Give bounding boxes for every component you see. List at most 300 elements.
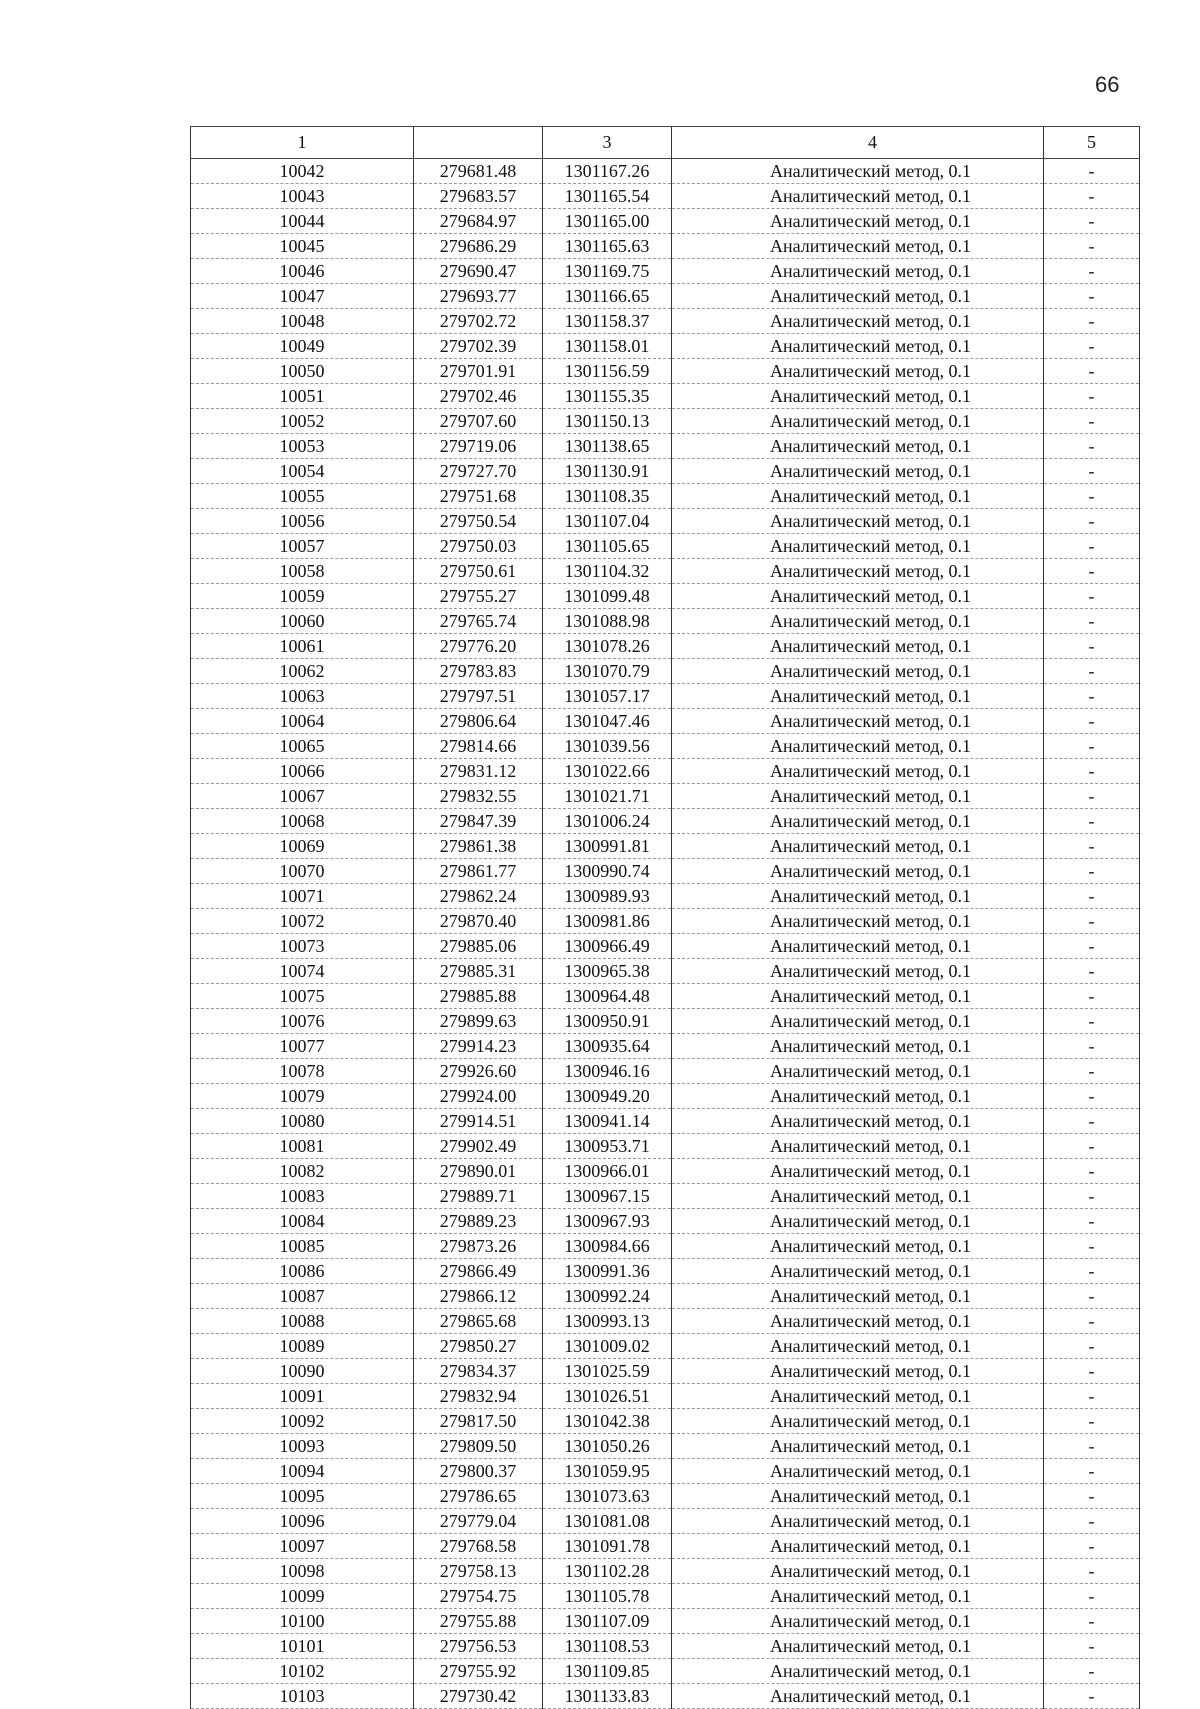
method-cell: Аналитический метод, 0.1 — [672, 209, 1044, 234]
point-number-cell: 10097 — [191, 1534, 414, 1559]
method-cell: Аналитический метод, 0.1 — [672, 1434, 1044, 1459]
table-row — [191, 1684, 1140, 1709]
method-cell: Аналитический метод, 0.1 — [672, 234, 1044, 259]
table-row — [191, 184, 1140, 209]
point-number-cell: 10085 — [191, 1234, 414, 1259]
coord-y-cell: 1301104.32 — [543, 559, 672, 584]
point-number-cell: 10043 — [191, 184, 414, 209]
note-cell: - — [1044, 559, 1140, 584]
point-number-cell: 10100 — [191, 1609, 414, 1634]
note-cell: - — [1044, 834, 1140, 859]
note-cell: - — [1044, 809, 1140, 834]
coord-y-cell: 1300990.74 — [543, 859, 672, 884]
table-row — [191, 1484, 1140, 1509]
method-cell: Аналитический метод, 0.1 — [672, 1034, 1044, 1059]
table-row — [191, 559, 1140, 584]
coord-y-cell: 1301138.65 — [543, 434, 672, 459]
table-row — [191, 209, 1140, 234]
note-cell: - — [1044, 1184, 1140, 1209]
coord-y-cell: 1301057.17 — [543, 684, 672, 709]
table-row — [191, 634, 1140, 659]
table-row — [191, 434, 1140, 459]
coord-y-cell: 1301169.75 — [543, 259, 672, 284]
note-cell: - — [1044, 1059, 1140, 1084]
coord-y-cell: 1301150.13 — [543, 409, 672, 434]
method-cell: Аналитический метод, 0.1 — [672, 459, 1044, 484]
point-number-cell: 10083 — [191, 1184, 414, 1209]
table-row — [191, 1159, 1140, 1184]
method-cell: Аналитический метод, 0.1 — [672, 734, 1044, 759]
method-cell: Аналитический метод, 0.1 — [672, 259, 1044, 284]
point-number-cell: 10070 — [191, 859, 414, 884]
method-cell: Аналитический метод, 0.1 — [672, 1059, 1044, 1084]
table-row — [191, 984, 1140, 1009]
note-cell: - — [1044, 759, 1140, 784]
point-number-cell: 10099 — [191, 1584, 414, 1609]
coord-y-cell: 1301158.37 — [543, 309, 672, 334]
point-number-cell: 10090 — [191, 1359, 414, 1384]
note-cell: - — [1044, 1384, 1140, 1409]
note-cell: - — [1044, 384, 1140, 409]
coord-y-cell: 1301130.91 — [543, 459, 672, 484]
method-cell: Аналитический метод, 0.1 — [672, 384, 1044, 409]
method-cell: Аналитический метод, 0.1 — [672, 884, 1044, 909]
method-cell: Аналитический метод, 0.1 — [672, 309, 1044, 334]
coord-x-cell: 279924.00 — [414, 1084, 543, 1109]
note-cell: - — [1044, 359, 1140, 384]
method-cell: Аналитический метод, 0.1 — [672, 1584, 1044, 1609]
point-number-cell: 10066 — [191, 759, 414, 784]
note-cell: - — [1044, 959, 1140, 984]
point-number-cell: 10101 — [191, 1634, 414, 1659]
table-row — [191, 1209, 1140, 1234]
coord-x-cell: 279861.77 — [414, 859, 543, 884]
point-number-cell: 10045 — [191, 234, 414, 259]
coord-y-cell: 1301047.46 — [543, 709, 672, 734]
point-number-cell: 10087 — [191, 1284, 414, 1309]
coord-x-cell: 279768.58 — [414, 1534, 543, 1559]
coord-x-cell: 279832.55 — [414, 784, 543, 809]
note-cell: - — [1044, 1434, 1140, 1459]
table-row — [191, 784, 1140, 809]
method-cell: Аналитический метод, 0.1 — [672, 1659, 1044, 1684]
point-number-cell: 10068 — [191, 809, 414, 834]
note-cell: - — [1044, 184, 1140, 209]
note-cell: - — [1044, 1534, 1140, 1559]
table-row — [191, 1434, 1140, 1459]
coord-x-cell: 279885.31 — [414, 959, 543, 984]
coord-x-cell: 279730.42 — [414, 1684, 543, 1709]
table-row — [191, 509, 1140, 534]
method-cell: Аналитический метод, 0.1 — [672, 509, 1044, 534]
table-row — [191, 1234, 1140, 1259]
coord-y-cell: 1301167.26 — [543, 159, 672, 184]
table-row — [191, 259, 1140, 284]
coord-y-cell: 1301165.63 — [543, 234, 672, 259]
point-number-cell: 10054 — [191, 459, 414, 484]
note-cell: - — [1044, 1609, 1140, 1634]
point-number-cell: 10089 — [191, 1334, 414, 1359]
table-row — [191, 484, 1140, 509]
table-header-row — [191, 127, 1140, 159]
table-row — [191, 884, 1140, 909]
table-row — [191, 284, 1140, 309]
table-row — [191, 334, 1140, 359]
coord-x-cell: 279885.06 — [414, 934, 543, 959]
coord-x-cell: 279783.83 — [414, 659, 543, 684]
method-cell: Аналитический метод, 0.1 — [672, 1609, 1044, 1634]
coord-y-cell: 1301107.09 — [543, 1609, 672, 1634]
coord-x-cell: 279885.88 — [414, 984, 543, 1009]
method-cell: Аналитический метод, 0.1 — [672, 959, 1044, 984]
coord-x-cell: 279889.71 — [414, 1184, 543, 1209]
coord-x-cell: 279686.29 — [414, 234, 543, 259]
coord-x-cell: 279861.38 — [414, 834, 543, 859]
table-row — [191, 684, 1140, 709]
point-number-cell: 10044 — [191, 209, 414, 234]
table-row — [191, 159, 1140, 184]
note-cell: - — [1044, 209, 1140, 234]
note-cell: - — [1044, 934, 1140, 959]
coord-x-cell: 279758.13 — [414, 1559, 543, 1584]
method-cell: Аналитический метод, 0.1 — [672, 934, 1044, 959]
note-cell: - — [1044, 1259, 1140, 1284]
coord-x-cell: 279681.48 — [414, 159, 543, 184]
coord-y-cell: 1300946.16 — [543, 1059, 672, 1084]
point-number-cell: 10063 — [191, 684, 414, 709]
point-number-cell: 10086 — [191, 1259, 414, 1284]
method-cell: Аналитический метод, 0.1 — [672, 559, 1044, 584]
method-cell: Аналитический метод, 0.1 — [672, 1159, 1044, 1184]
point-number-cell: 10050 — [191, 359, 414, 384]
point-number-cell: 10076 — [191, 1009, 414, 1034]
coord-x-cell: 279702.46 — [414, 384, 543, 409]
method-cell: Аналитический метод, 0.1 — [672, 159, 1044, 184]
coord-y-cell: 1301108.53 — [543, 1634, 672, 1659]
table-row — [191, 909, 1140, 934]
coord-x-cell: 279834.37 — [414, 1359, 543, 1384]
point-number-cell: 10056 — [191, 509, 414, 534]
note-cell: - — [1044, 1209, 1140, 1234]
point-number-cell: 10098 — [191, 1559, 414, 1584]
point-number-cell: 10082 — [191, 1159, 414, 1184]
method-cell: Аналитический метод, 0.1 — [672, 1209, 1044, 1234]
table-row — [191, 1509, 1140, 1534]
note-cell: - — [1044, 1359, 1140, 1384]
point-number-cell: 10046 — [191, 259, 414, 284]
note-cell: - — [1044, 1334, 1140, 1359]
coord-x-cell: 279847.39 — [414, 809, 543, 834]
table-row — [191, 409, 1140, 434]
table-row — [191, 1659, 1140, 1684]
method-cell: Аналитический метод, 0.1 — [672, 334, 1044, 359]
method-cell: Аналитический метод, 0.1 — [672, 1309, 1044, 1334]
coord-x-cell: 279914.23 — [414, 1034, 543, 1059]
header-col-3: 3 — [543, 127, 672, 159]
note-cell: - — [1044, 584, 1140, 609]
method-cell: Аналитический метод, 0.1 — [672, 1559, 1044, 1584]
coord-y-cell: 1301166.65 — [543, 284, 672, 309]
note-cell: - — [1044, 434, 1140, 459]
note-cell: - — [1044, 459, 1140, 484]
note-cell: - — [1044, 234, 1140, 259]
note-cell: - — [1044, 159, 1140, 184]
coord-y-cell: 1301059.95 — [543, 1459, 672, 1484]
coord-x-cell: 279684.97 — [414, 209, 543, 234]
point-number-cell: 10088 — [191, 1309, 414, 1334]
table-row — [191, 1384, 1140, 1409]
method-cell: Аналитический метод, 0.1 — [672, 409, 1044, 434]
point-number-cell: 10073 — [191, 934, 414, 959]
coord-y-cell: 1301091.78 — [543, 1534, 672, 1559]
table-row — [191, 584, 1140, 609]
method-cell: Аналитический метод, 0.1 — [672, 1109, 1044, 1134]
coord-y-cell: 1301156.59 — [543, 359, 672, 384]
point-number-cell: 10064 — [191, 709, 414, 734]
coord-y-cell: 1301105.78 — [543, 1584, 672, 1609]
coord-y-cell: 1301039.56 — [543, 734, 672, 759]
note-cell: - — [1044, 509, 1140, 534]
note-cell: - — [1044, 534, 1140, 559]
coord-x-cell: 279800.37 — [414, 1459, 543, 1484]
note-cell: - — [1044, 909, 1140, 934]
note-cell: - — [1044, 309, 1140, 334]
coord-y-cell: 1301026.51 — [543, 1384, 672, 1409]
note-cell: - — [1044, 1084, 1140, 1109]
coord-y-cell: 1300984.66 — [543, 1234, 672, 1259]
coord-x-cell: 279755.27 — [414, 584, 543, 609]
point-number-cell: 10051 — [191, 384, 414, 409]
header-col-5: 5 — [1044, 127, 1140, 159]
point-number-cell: 10095 — [191, 1484, 414, 1509]
coord-x-cell: 279890.01 — [414, 1159, 543, 1184]
table-row — [191, 234, 1140, 259]
header-col-2 — [414, 127, 543, 159]
coord-y-cell: 1300992.24 — [543, 1284, 672, 1309]
coord-y-cell: 1301021.71 — [543, 784, 672, 809]
coord-y-cell: 1301105.65 — [543, 534, 672, 559]
page-number: 66 — [1095, 72, 1120, 97]
coord-x-cell: 279806.64 — [414, 709, 543, 734]
note-cell: - — [1044, 1234, 1140, 1259]
coord-x-cell: 279702.39 — [414, 334, 543, 359]
point-number-cell: 10057 — [191, 534, 414, 559]
point-number-cell: 10052 — [191, 409, 414, 434]
method-cell: Аналитический метод, 0.1 — [672, 909, 1044, 934]
note-cell: - — [1044, 984, 1140, 1009]
point-number-cell: 10077 — [191, 1034, 414, 1059]
table-row — [191, 609, 1140, 634]
point-number-cell: 10048 — [191, 309, 414, 334]
method-cell: Аналитический метод, 0.1 — [672, 1009, 1044, 1034]
coord-y-cell: 1301025.59 — [543, 1359, 672, 1384]
note-cell: - — [1044, 1284, 1140, 1309]
method-cell: Аналитический метод, 0.1 — [672, 1284, 1044, 1309]
point-number-cell: 10102 — [191, 1659, 414, 1684]
note-cell: - — [1044, 259, 1140, 284]
point-number-cell: 10074 — [191, 959, 414, 984]
method-cell: Аналитический метод, 0.1 — [672, 1359, 1044, 1384]
table-row — [191, 1559, 1140, 1584]
table-row — [191, 1259, 1140, 1284]
coord-x-cell: 279832.94 — [414, 1384, 543, 1409]
table-body — [191, 127, 1140, 1709]
method-cell: Аналитический метод, 0.1 — [672, 1634, 1044, 1659]
coord-x-cell: 279776.20 — [414, 634, 543, 659]
method-cell: Аналитический метод, 0.1 — [672, 609, 1044, 634]
coord-y-cell: 1301102.28 — [543, 1559, 672, 1584]
coord-x-cell: 279750.61 — [414, 559, 543, 584]
coord-y-cell: 1301042.38 — [543, 1409, 672, 1434]
coord-x-cell: 279756.53 — [414, 1634, 543, 1659]
method-cell: Аналитический метод, 0.1 — [672, 434, 1044, 459]
method-cell: Аналитический метод, 0.1 — [672, 184, 1044, 209]
coord-x-cell: 279809.50 — [414, 1434, 543, 1459]
table-row — [191, 359, 1140, 384]
point-number-cell: 10093 — [191, 1434, 414, 1459]
coord-y-cell: 1301006.24 — [543, 809, 672, 834]
coord-y-cell: 1301165.54 — [543, 184, 672, 209]
method-cell: Аналитический метод, 0.1 — [672, 809, 1044, 834]
coord-y-cell: 1301108.35 — [543, 484, 672, 509]
method-cell: Аналитический метод, 0.1 — [672, 1384, 1044, 1409]
note-cell: - — [1044, 709, 1140, 734]
table-row — [191, 1009, 1140, 1034]
method-cell: Аналитический метод, 0.1 — [672, 634, 1044, 659]
coord-x-cell: 279755.88 — [414, 1609, 543, 1634]
table-row — [191, 1534, 1140, 1559]
note-cell: - — [1044, 1159, 1140, 1184]
point-number-cell: 10075 — [191, 984, 414, 1009]
coord-x-cell: 279727.70 — [414, 459, 543, 484]
method-cell: Аналитический метод, 0.1 — [672, 1084, 1044, 1109]
table-row — [191, 659, 1140, 684]
method-cell: Аналитический метод, 0.1 — [672, 1459, 1044, 1484]
method-cell: Аналитический метод, 0.1 — [672, 784, 1044, 809]
coord-x-cell: 279751.68 — [414, 484, 543, 509]
point-number-cell: 10049 — [191, 334, 414, 359]
method-cell: Аналитический метод, 0.1 — [672, 584, 1044, 609]
table-row — [191, 934, 1140, 959]
coord-x-cell: 279683.57 — [414, 184, 543, 209]
point-number-cell: 10047 — [191, 284, 414, 309]
coord-x-cell: 279707.60 — [414, 409, 543, 434]
coord-y-cell: 1301109.85 — [543, 1659, 672, 1684]
coord-x-cell: 279866.12 — [414, 1284, 543, 1309]
coord-y-cell: 1301078.26 — [543, 634, 672, 659]
table-row — [191, 459, 1140, 484]
point-number-cell: 10078 — [191, 1059, 414, 1084]
table-row — [191, 1609, 1140, 1634]
note-cell: - — [1044, 1009, 1140, 1034]
method-cell: Аналитический метод, 0.1 — [672, 759, 1044, 784]
method-cell: Аналитический метод, 0.1 — [672, 1484, 1044, 1509]
note-cell: - — [1044, 284, 1140, 309]
table-row — [191, 1334, 1140, 1359]
table-row — [191, 1284, 1140, 1309]
table-row — [191, 734, 1140, 759]
coord-y-cell: 1300993.13 — [543, 1309, 672, 1334]
coord-x-cell: 279926.60 — [414, 1059, 543, 1084]
coord-y-cell: 1300935.64 — [543, 1034, 672, 1059]
point-number-cell: 10091 — [191, 1384, 414, 1409]
note-cell: - — [1044, 1309, 1140, 1334]
table-row — [191, 759, 1140, 784]
coord-y-cell: 1300967.15 — [543, 1184, 672, 1209]
coord-y-cell: 1301158.01 — [543, 334, 672, 359]
method-cell: Аналитический метод, 0.1 — [672, 359, 1044, 384]
coord-x-cell: 279701.91 — [414, 359, 543, 384]
note-cell: - — [1044, 1509, 1140, 1534]
coord-y-cell: 1301088.98 — [543, 609, 672, 634]
method-cell: Аналитический метод, 0.1 — [672, 684, 1044, 709]
table-row — [191, 1459, 1140, 1484]
table-row — [191, 1134, 1140, 1159]
coord-x-cell: 279786.65 — [414, 1484, 543, 1509]
table-row — [191, 309, 1140, 334]
coord-x-cell: 279702.72 — [414, 309, 543, 334]
coord-x-cell: 279866.49 — [414, 1259, 543, 1284]
coord-y-cell: 1300950.91 — [543, 1009, 672, 1034]
coord-x-cell: 279831.12 — [414, 759, 543, 784]
method-cell: Аналитический метод, 0.1 — [672, 534, 1044, 559]
coord-y-cell: 1300991.81 — [543, 834, 672, 859]
method-cell: Аналитический метод, 0.1 — [672, 1184, 1044, 1209]
coord-x-cell: 279779.04 — [414, 1509, 543, 1534]
note-cell: - — [1044, 1134, 1140, 1159]
coord-x-cell: 279817.50 — [414, 1409, 543, 1434]
table-row — [191, 534, 1140, 559]
coord-x-cell: 279690.47 — [414, 259, 543, 284]
coord-y-cell: 1301099.48 — [543, 584, 672, 609]
note-cell: - — [1044, 1034, 1140, 1059]
coord-x-cell: 279902.49 — [414, 1134, 543, 1159]
method-cell: Аналитический метод, 0.1 — [672, 834, 1044, 859]
note-cell: - — [1044, 1559, 1140, 1584]
note-cell: - — [1044, 1484, 1140, 1509]
method-cell: Аналитический метод, 0.1 — [672, 659, 1044, 684]
coord-y-cell: 1301107.04 — [543, 509, 672, 534]
table-row — [191, 1309, 1140, 1334]
table-row — [191, 1034, 1140, 1059]
method-cell: Аналитический метод, 0.1 — [672, 1334, 1044, 1359]
point-number-cell: 10042 — [191, 159, 414, 184]
coord-x-cell: 279755.92 — [414, 1659, 543, 1684]
point-number-cell: 10055 — [191, 484, 414, 509]
coord-y-cell: 1301155.35 — [543, 384, 672, 409]
coord-y-cell: 1300949.20 — [543, 1084, 672, 1109]
coord-y-cell: 1300965.38 — [543, 959, 672, 984]
coord-y-cell: 1300941.14 — [543, 1109, 672, 1134]
coord-y-cell: 1301050.26 — [543, 1434, 672, 1459]
coord-x-cell: 279693.77 — [414, 284, 543, 309]
note-cell: - — [1044, 634, 1140, 659]
method-cell: Аналитический метод, 0.1 — [672, 984, 1044, 1009]
coord-x-cell: 279719.06 — [414, 434, 543, 459]
coord-x-cell: 279750.54 — [414, 509, 543, 534]
method-cell: Аналитический метод, 0.1 — [672, 1234, 1044, 1259]
note-cell: - — [1044, 784, 1140, 809]
point-number-cell: 10061 — [191, 634, 414, 659]
point-number-cell: 10062 — [191, 659, 414, 684]
note-cell: - — [1044, 334, 1140, 359]
header-col-1: 1 — [191, 127, 414, 159]
point-number-cell: 10069 — [191, 834, 414, 859]
method-cell: Аналитический метод, 0.1 — [672, 1409, 1044, 1434]
coord-x-cell: 279870.40 — [414, 909, 543, 934]
coord-y-cell: 1300964.48 — [543, 984, 672, 1009]
coord-x-cell: 279914.51 — [414, 1109, 543, 1134]
